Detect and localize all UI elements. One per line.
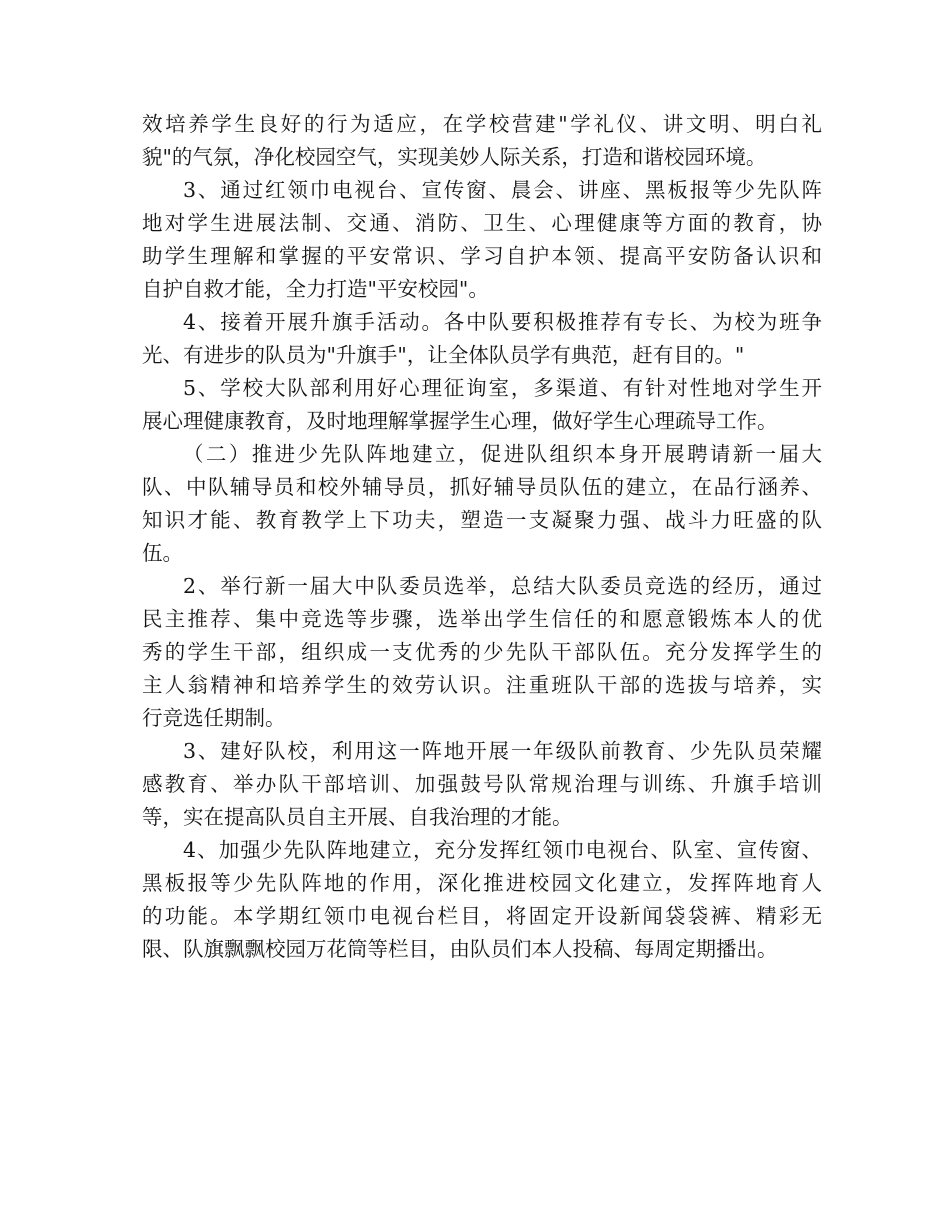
text-line: 助学生理解和掌握的平安常识、学习自护本领、提高平安防备认识和 (142, 244, 822, 268)
document-body (142, 108, 822, 966)
text-line: （二）推进少先队阵地建立，促进队组织本身开展聘请新一届大 (183, 442, 822, 466)
text-line: 知识才能、教育教学上下功夫，塑造一支凝聚力强、战斗力旺盛的队 (142, 508, 822, 532)
text-line: 2、举行新一届大中队委员选举，总结大队委员竞选的经历，通过 (183, 574, 822, 598)
para-item-4-position (142, 834, 822, 966)
text-line: 光、有进步的队员为"升旗手"，让全体队员学有典范，赶有目的。" (142, 343, 745, 367)
text-line: 自护自救才能，全力打造"平安校园"。 (142, 277, 489, 301)
text-line: 感教育、举办队干部培训、加强鼓号队常规治理与训练、升旗手培训 (142, 772, 822, 796)
para-section-2 (142, 438, 822, 570)
text-line: 4、接着开展升旗手活动。各中队要积极推荐有专长、为校为班争 (183, 310, 822, 334)
text-line: 地对学生进展法制、交通、消防、卫生、心理健康等方面的教育，协 (142, 211, 822, 235)
text-line: 等，实在提高队员自主开展、自我治理的才能。 (142, 805, 573, 829)
para-item-2-election (142, 570, 822, 735)
text-line: 5、学校大队部利用好心理征询室，多渠道、有针对性地对学生开 (183, 376, 822, 400)
text-line: 3、建好队校，利用这一阵地开展一年级队前教育、少先队员荣耀 (183, 739, 822, 763)
para-item-5-psychology (142, 372, 822, 438)
para-item-3-safety (142, 174, 822, 306)
text-line: 效培养学生良好的行为适应，在学校营建"学礼仪、讲文明、明白礼 (142, 112, 822, 136)
text-line: 貌"的气氛，净化校园空气，实现美妙人际关系，打造和谐校园环境。 (142, 145, 767, 169)
text-line: 的功能。本学期红领巾电视台栏目，将固定开设新闻袋袋裤、精彩无 (142, 904, 822, 928)
text-line: 主人翁精神和培养学生的效劳认识。注重班队干部的选拔与培养，实 (142, 673, 822, 697)
para-item-3-school (142, 735, 822, 834)
text-line: 4、加强少先队阵地建立，充分发挥红领巾电视台、队室、宣传窗、 (183, 838, 822, 862)
text-line: 队、中队辅导员和校外辅导员，抓好辅导员队伍的建立，在品行涵养、 (142, 475, 822, 499)
text-line: 展心理健康教育，及时地理解掌握学生心理，做好学生心理疏导工作。 (142, 409, 778, 433)
text-line: 限、队旗飘飘校园万花筒等栏目，由队员们本人投稿、每周定期播出。 (142, 937, 778, 961)
text-line: 3、通过红领巾电视台、宣传窗、晨会、讲座、黑板报等少先队阵 (183, 178, 822, 202)
para-continuation (142, 108, 822, 174)
text-line: 秀的学生干部，组织成一支优秀的少先队干部队伍。充分发挥学生的 (142, 640, 822, 664)
para-item-4-flag (142, 306, 822, 372)
text-line: 伍。 (142, 541, 183, 565)
text-line: 民主推荐、集中竞选等步骤，选举出学生信任的和愿意锻炼本人的优 (142, 607, 822, 631)
text-line: 黑板报等少先队阵地的作用，深化推进校园文化建立，发挥阵地育人 (142, 871, 822, 895)
text-line: 行竞选任期制。 (142, 706, 286, 730)
